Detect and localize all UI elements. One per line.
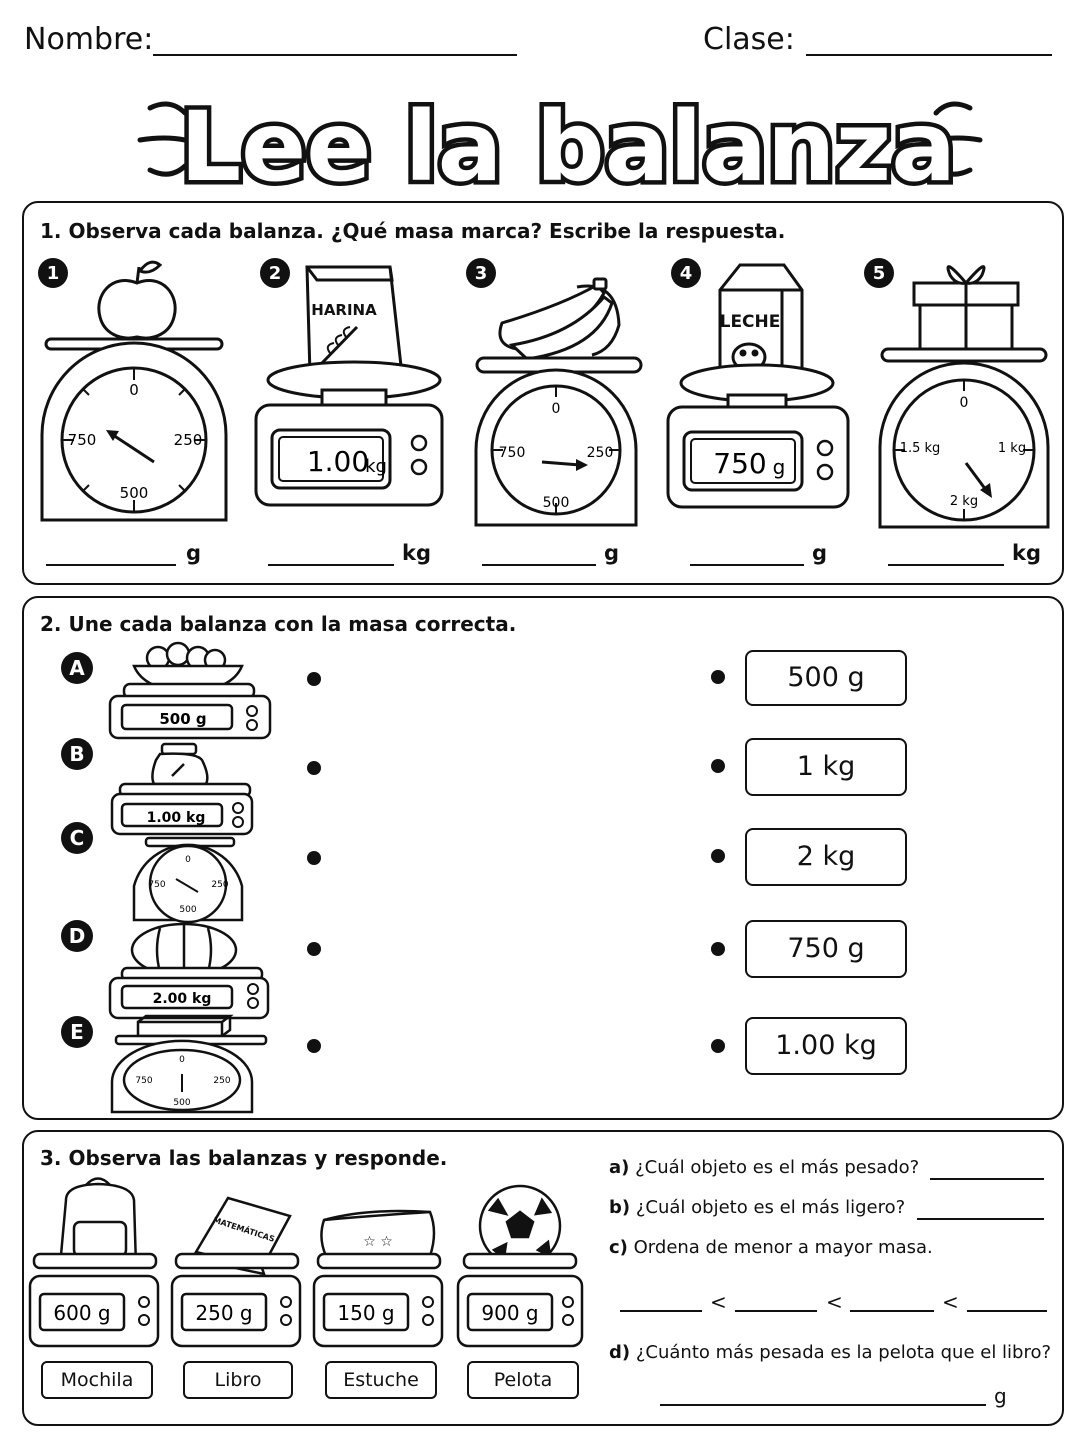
section-1-scales xyxy=(22,245,1062,545)
svg-text:1.5 kg: 1.5 kg xyxy=(899,441,941,456)
ball-scale xyxy=(458,1186,582,1346)
scale-b xyxy=(61,738,252,834)
svg-text:3: 3 xyxy=(474,263,488,284)
left-dot-c[interactable] xyxy=(307,851,321,865)
scale-3 xyxy=(466,258,641,525)
order-line-2[interactable] xyxy=(735,1310,817,1312)
pencil-case-icon xyxy=(321,1211,434,1258)
svg-text:1.00 kg: 1.00 kg xyxy=(146,810,206,826)
backpack-scale xyxy=(30,1179,158,1347)
display-4-value: 750 xyxy=(713,447,767,480)
left-dot-d[interactable] xyxy=(307,942,321,956)
section-2-heading: 2. Une cada balanza con la masa correcta. xyxy=(40,612,517,636)
unit-d: g xyxy=(994,1384,1007,1408)
svg-text:g: g xyxy=(772,455,786,479)
scale-4 xyxy=(668,258,848,507)
gift-icon xyxy=(914,267,1018,357)
svg-text:0: 0 xyxy=(551,401,561,417)
order-line-3[interactable] xyxy=(850,1310,934,1312)
left-dot-a[interactable] xyxy=(307,672,321,686)
right-dot-3[interactable] xyxy=(711,849,725,863)
answer-line-4[interactable] xyxy=(690,564,804,566)
svg-text:750: 750 xyxy=(67,431,97,449)
svg-text:2: 2 xyxy=(268,263,282,284)
scale-c xyxy=(61,822,242,922)
svg-text:1 kg: 1 kg xyxy=(997,441,1027,456)
svg-text:250: 250 xyxy=(173,431,203,449)
question-c: c) Ordena de menor a mayor masa. xyxy=(609,1237,933,1258)
svg-text:250 g: 250 g xyxy=(195,1301,253,1325)
svg-text:E: E xyxy=(70,1020,84,1044)
svg-text:1: 1 xyxy=(46,263,60,284)
answer-line-a[interactable] xyxy=(930,1178,1044,1180)
section-3-scales xyxy=(28,1170,588,1350)
svg-text:250: 250 xyxy=(213,1076,231,1086)
book-scale xyxy=(172,1198,300,1346)
answer-line-3[interactable] xyxy=(482,564,596,566)
svg-text:2.00 kg: 2.00 kg xyxy=(152,991,212,1007)
left-dot-b[interactable] xyxy=(307,761,321,775)
name-field[interactable] xyxy=(153,54,517,56)
order-line-4[interactable] xyxy=(967,1310,1047,1312)
right-dot-2[interactable] xyxy=(711,759,725,773)
svg-text:LECHE: LECHE xyxy=(719,312,781,332)
right-dot-5[interactable] xyxy=(711,1039,725,1053)
mass-option-4: 750 g xyxy=(745,920,907,978)
svg-text:500: 500 xyxy=(542,495,570,511)
object-name-mochila: Mochila xyxy=(41,1361,153,1399)
class-field[interactable] xyxy=(806,54,1052,56)
question-d: d) ¿Cuánto más pesada es la pelota que el libro? xyxy=(609,1342,1052,1363)
less-than-1: < xyxy=(710,1290,727,1314)
question-a: a) ¿Cuál objeto es el más pesado? xyxy=(609,1157,920,1178)
svg-text:4: 4 xyxy=(679,263,693,284)
object-name-libro: Libro xyxy=(183,1361,293,1399)
svg-text:750: 750 xyxy=(148,880,166,890)
less-than-3: < xyxy=(942,1290,959,1314)
title-decoration xyxy=(0,78,1086,198)
answer-line-d[interactable] xyxy=(660,1404,986,1406)
right-dot-4[interactable] xyxy=(711,942,725,956)
scale-a xyxy=(61,643,270,738)
bananas-icon xyxy=(500,279,619,359)
unit-2: kg xyxy=(402,541,431,565)
svg-text:☆ ☆: ☆ ☆ xyxy=(363,1234,393,1250)
unit-1: g xyxy=(186,541,202,565)
section-1-heading: 1. Observa cada balanza. ¿Qué masa marca? Escribe la respuesta. xyxy=(40,219,786,243)
svg-text:D: D xyxy=(68,924,86,948)
svg-text:B: B xyxy=(69,742,85,766)
jar-icon xyxy=(152,744,207,784)
answer-line-b[interactable] xyxy=(917,1218,1044,1220)
svg-text:500: 500 xyxy=(173,1098,191,1108)
answer-line-2[interactable] xyxy=(268,564,394,566)
milk-carton-icon xyxy=(720,265,802,380)
section-2-scales xyxy=(50,636,290,1116)
mass-option-2: 1 kg xyxy=(745,738,907,796)
page-title-area xyxy=(0,78,1086,198)
right-dot-1[interactable] xyxy=(711,670,725,684)
sparkle-left-icon xyxy=(140,104,185,174)
svg-text:kg: kg xyxy=(365,456,387,477)
section-3-heading: 3. Observa las balanzas y responde. xyxy=(40,1146,448,1170)
svg-text:500 g: 500 g xyxy=(159,710,207,728)
unit-5: kg xyxy=(1012,541,1041,565)
page-title: Lee la balanza xyxy=(179,91,957,198)
class-label: Clase: xyxy=(703,22,795,57)
answer-line-1[interactable] xyxy=(46,564,176,566)
name-label: Nombre: xyxy=(24,22,154,57)
less-than-2: < xyxy=(826,1290,843,1314)
svg-text:250: 250 xyxy=(586,445,614,461)
svg-text:250: 250 xyxy=(211,880,229,890)
svg-text:750: 750 xyxy=(498,445,526,461)
svg-text:0: 0 xyxy=(959,395,969,411)
scale-2 xyxy=(256,258,442,505)
svg-text:150 g: 150 g xyxy=(337,1301,395,1325)
svg-text:0: 0 xyxy=(129,381,139,399)
scale-1 xyxy=(38,258,226,520)
object-name-estuche: Estuche xyxy=(325,1361,437,1399)
svg-text:500: 500 xyxy=(179,905,197,915)
svg-text:500: 500 xyxy=(119,484,149,502)
unit-4: g xyxy=(812,541,828,565)
scale-d xyxy=(61,920,268,1018)
svg-text:MATEMÁTICAS: MATEMÁTICAS xyxy=(211,1215,276,1244)
svg-text:5: 5 xyxy=(872,263,886,284)
svg-text:HARINA: HARINA xyxy=(311,301,377,319)
question-b: b) ¿Cuál objeto es el más ligero? xyxy=(609,1197,906,1218)
pencil-case-scale xyxy=(314,1211,442,1346)
order-line-1[interactable] xyxy=(620,1310,702,1312)
svg-text:900 g: 900 g xyxy=(481,1301,539,1325)
apple-icon xyxy=(99,262,175,338)
svg-text:2 kg: 2 kg xyxy=(949,494,979,509)
svg-text:0: 0 xyxy=(185,855,191,865)
left-dot-e[interactable] xyxy=(307,1039,321,1053)
mass-option-3: 2 kg xyxy=(745,828,907,886)
svg-text:A: A xyxy=(69,656,85,680)
svg-text:0: 0 xyxy=(179,1055,185,1065)
object-name-pelota: Pelota xyxy=(467,1361,579,1399)
mass-option-1: 500 g xyxy=(745,650,907,706)
mass-option-5: 1.00 kg xyxy=(745,1017,907,1075)
scale-e xyxy=(61,1016,266,1112)
unit-3: g xyxy=(604,541,620,565)
scale-5 xyxy=(864,258,1048,527)
answer-line-5[interactable] xyxy=(888,564,1004,566)
display-2-value: 1.00 xyxy=(306,445,370,478)
svg-text:600 g: 600 g xyxy=(53,1301,111,1325)
svg-text:C: C xyxy=(69,826,85,850)
flour-bag-icon xyxy=(307,267,402,375)
svg-text:750: 750 xyxy=(135,1076,153,1086)
